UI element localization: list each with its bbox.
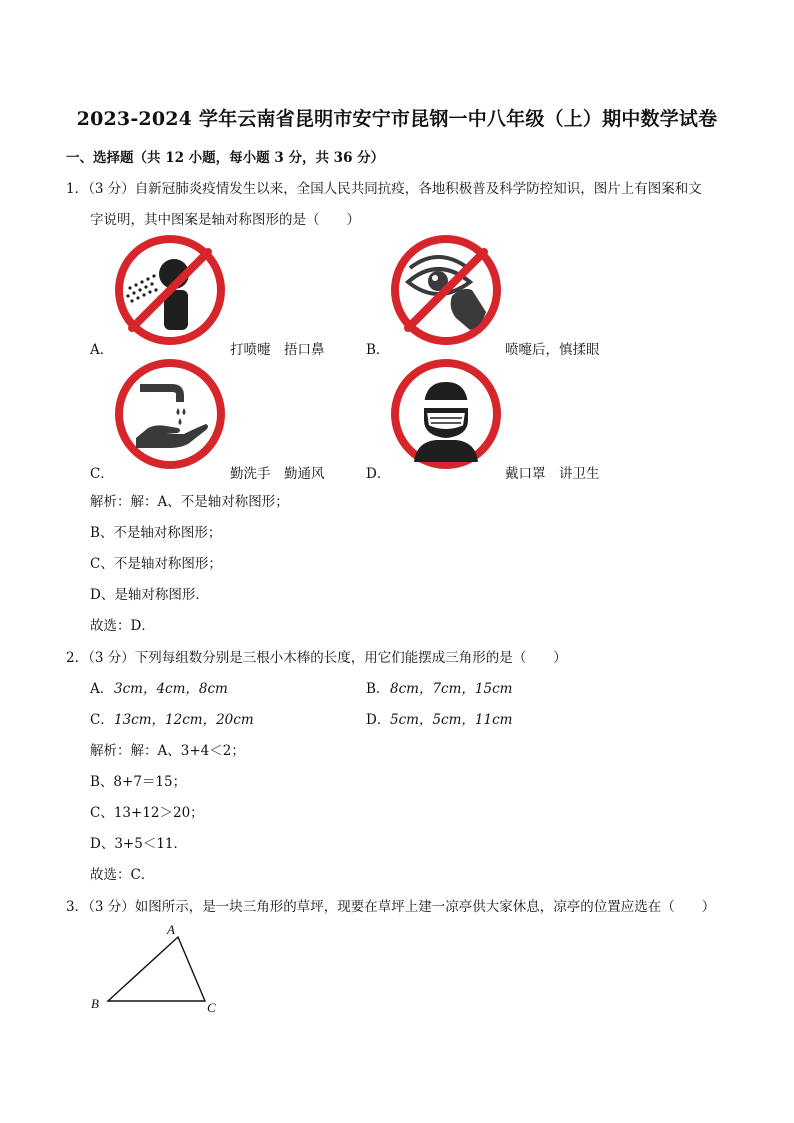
q2-option-a-text: 3cm，4cm，8cm	[114, 681, 228, 697]
sneeze-prohibited-icon	[114, 234, 226, 346]
q2-option-a-label: A．	[90, 681, 114, 697]
q1-answer: 故选：D．	[90, 618, 155, 634]
vertex-b-label: B	[91, 996, 99, 1011]
q3-stem: 3．（3 分）如图所示，是一块三角形的草坪，现要在草坪上建一凉亭供大家休息，凉亭的位置应选在（ ）	[66, 899, 716, 915]
q1-stem-line2: 字说明，其中图案是轴对称图形的是（ ）	[90, 212, 360, 228]
q2-option-b-text: 8cm，7cm，15cm	[390, 681, 513, 697]
hand-wash-icon	[114, 358, 226, 470]
q2-stem: 2．（3 分）下列每组数分别是三根小木棒的长度，用它们能摆成三角形的是（ ）	[66, 650, 567, 666]
q1-solution-line: D、是轴对称图形．	[90, 587, 209, 603]
q1-solution-line: 解析：解：A、不是轴对称图形；	[90, 494, 289, 510]
q2-solution-line: D、3+5＜11．	[90, 836, 187, 852]
q1-option-a-label: A．	[90, 342, 114, 358]
q2-option-d-text: 5cm，5cm，11cm	[390, 712, 513, 728]
vertex-c-label: C	[207, 1000, 216, 1015]
q2-answer: 故选：C．	[90, 867, 155, 883]
q1-option-d-label: D．	[366, 466, 391, 482]
q1-option-c-label: C．	[90, 466, 114, 482]
q1-solution-line: B、不是轴对称图形；	[90, 525, 222, 541]
q2-solution-line: 解析：解：A、3+4＜2；	[90, 743, 245, 759]
q1-option-c-caption: 勤洗手 勤通风	[230, 466, 325, 482]
mask-icon	[390, 358, 502, 470]
q2-option-c-label: C．	[90, 712, 114, 728]
page-title: 2023-2024 学年云南省昆明市安宁市昆钢一中八年级（上）期中数学试卷	[76, 108, 718, 130]
q2-solution-line: C、13+12＞20；	[90, 805, 204, 821]
section-heading: 一、选择题（共 12 小题，每小题 3 分，共 36 分）	[66, 150, 385, 166]
vertex-a-label: A	[167, 922, 175, 937]
q1-option-a-caption: 打喷嚏 捂口鼻	[230, 342, 325, 358]
q1-option-d-caption: 戴口罩 讲卫生	[505, 466, 600, 482]
q1-stem-line1: 1．（3 分）自新冠肺炎疫情发生以来，全国人民共同抗疫，各地积极普及科学防控知识，图片上有图案和文	[66, 181, 702, 197]
q2-option-d-label: D．	[366, 712, 391, 728]
eye-rub-prohibited-icon	[390, 234, 502, 346]
q2-option-b-label: B．	[366, 681, 390, 697]
q1-option-b-label: B．	[366, 342, 390, 358]
q1-solution-line: C、不是轴对称图形；	[90, 556, 222, 572]
triangle-figure	[80, 920, 240, 1020]
q1-option-b-caption: 喷嚏后，慎揉眼	[505, 342, 600, 358]
q2-solution-line: B、8+7＝15；	[90, 774, 187, 790]
q2-option-c-text: 13cm，12cm，20cm	[114, 712, 254, 728]
